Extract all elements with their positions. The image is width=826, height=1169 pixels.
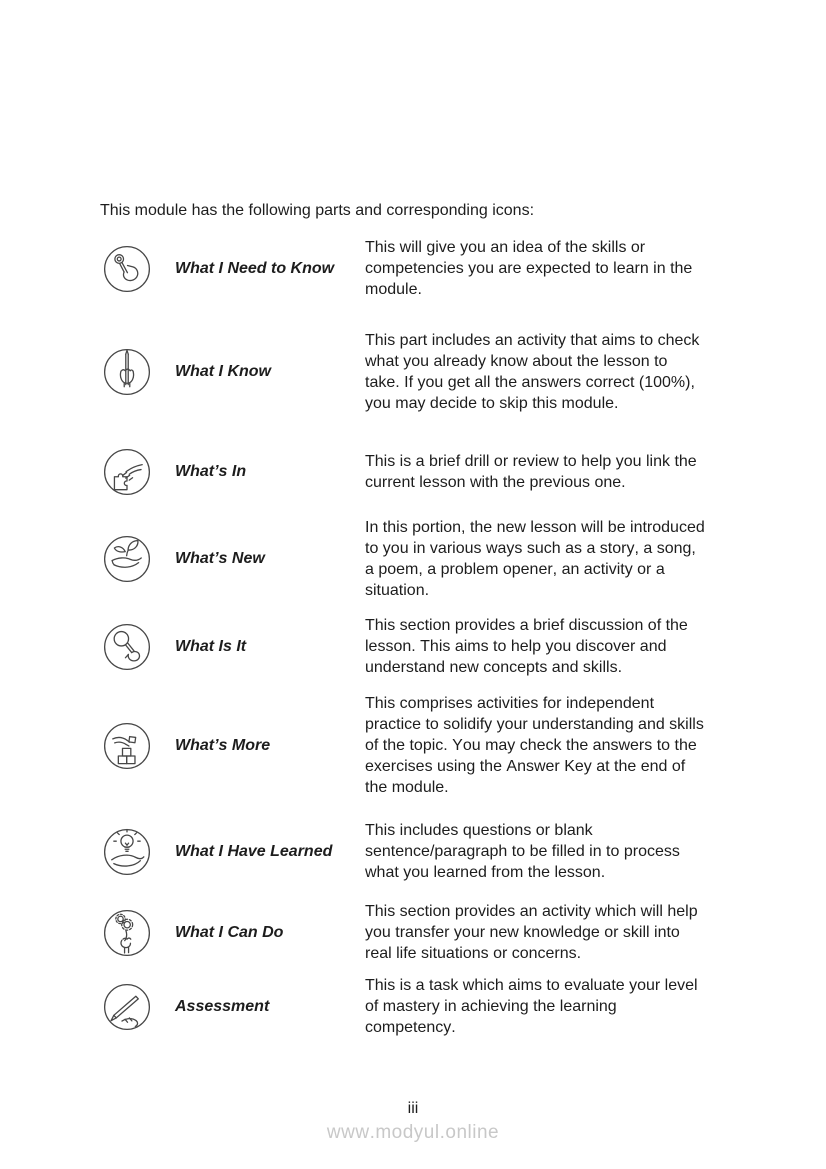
page-number: iii [407, 1100, 419, 1117]
table-row [100, 975, 720, 1038]
intro-text: This module has the following parts and corresponding icons: [100, 202, 535, 219]
table-row [100, 446, 720, 498]
part-description: This is a brief drill or review to help you link the current lesson with the previous one. [365, 453, 697, 491]
pointing-hand-button-icon [100, 243, 175, 295]
part-label: What’s In [175, 463, 247, 480]
table-row [100, 517, 720, 601]
table-row [100, 615, 720, 678]
part-description: This includes questions or blank sentence/paragraph to be filled in to process what you learned from the lesson. [365, 822, 680, 881]
table-row [100, 820, 720, 883]
part-label: What’s More [175, 736, 271, 754]
hand-stacking-blocks-icon [100, 720, 175, 772]
part-label: Assessment [175, 997, 270, 1015]
table-row [100, 901, 720, 964]
table-row [100, 693, 720, 798]
hand-holding-magnifying-glass-icon [100, 621, 175, 673]
hand-writing-pen-icon [100, 981, 175, 1033]
part-label: What I Need to Know [175, 259, 335, 277]
part-description: This section provides an activity which will help you transfer your new knowledge or skill into real life situations or concerns. [365, 903, 698, 962]
hand-with-puzzle-piece-icon [100, 446, 175, 498]
part-description: This will give you an idea of the skills or competencies you are expected to learn in the module. [365, 239, 693, 298]
hand-holding-sprout-icon [100, 533, 175, 585]
table-row [100, 330, 720, 414]
part-description: This section provides a brief discussion of the lesson. This aims to help you discover and understand new concepts and skills. [365, 617, 688, 676]
hand-holding-gears-icon [100, 907, 175, 959]
hand-holding-pencil-icon [100, 346, 175, 398]
hand-holding-lightbulb-icon [100, 826, 175, 878]
part-description: This comprises activities for independent practice to solidify your understanding and skills of the topic. You may check the answers to the exercises using the Answer Key at the end of the module. [365, 695, 704, 796]
part-label: What I Have Learned [175, 842, 333, 860]
watermark-text: www.modyul.online [326, 1122, 500, 1143]
part-label: What I Know [175, 363, 271, 380]
module-parts-table [100, 237, 720, 1038]
part-label: What I Can Do [175, 923, 284, 941]
part-description: In this portion, the new lesson will be introduced to you in various ways such as a story, a song, a poem, a problem opener, an activity or a situation. [365, 519, 705, 599]
part-description: This part includes an activity that aims to check what you already know about the lesson to take. If you get all the answers correct (100%), you may decide to skip this module. [365, 332, 700, 412]
part-label: What’s New [175, 550, 265, 567]
table-row [100, 237, 720, 300]
part-label: What Is It [175, 637, 247, 655]
part-description: This is a task which aims to evaluate your level of mastery in achieving the learning competency. [365, 977, 698, 1036]
